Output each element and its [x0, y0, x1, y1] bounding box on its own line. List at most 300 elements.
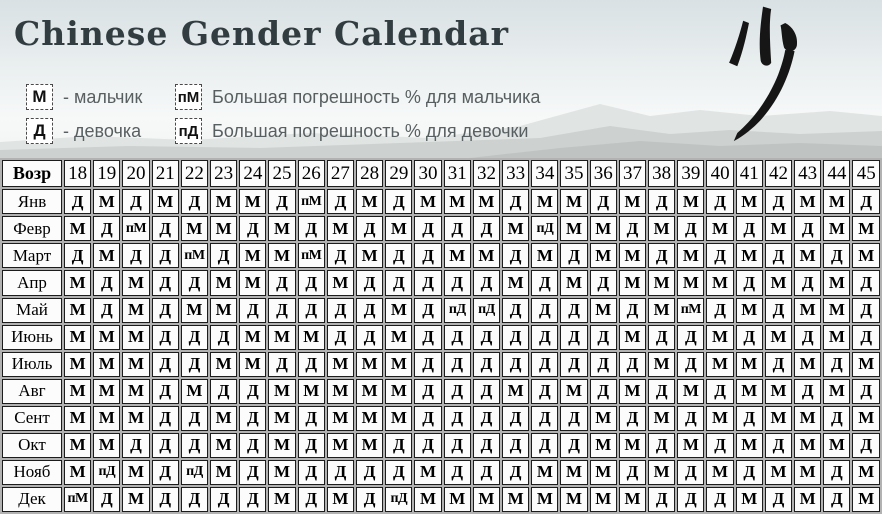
gender-cell: Д: [356, 270, 383, 295]
gender-cell: Д: [239, 216, 266, 241]
gender-cell: М: [590, 460, 617, 485]
gender-cell: Д: [619, 406, 646, 431]
gender-cell: Д: [239, 460, 266, 485]
gender-cell: Д: [473, 352, 500, 377]
age-column-header: 22: [181, 160, 208, 187]
gender-cell: М: [706, 406, 733, 431]
gender-cell: Д: [765, 487, 792, 512]
gender-cell: М: [852, 352, 880, 377]
gender-cell: Д: [444, 460, 471, 485]
age-column-header: 36: [590, 160, 617, 187]
age-column-header: 34: [531, 160, 558, 187]
legend-row-girl: [26, 116, 726, 146]
gender-cell: М: [823, 325, 850, 350]
age-column-header: 21: [152, 160, 179, 187]
gender-cell: М: [852, 243, 880, 268]
gender-cell: Д: [765, 189, 792, 214]
gender-cell: М: [64, 325, 91, 350]
gender-cell: Д: [648, 379, 675, 404]
gender-cell: М: [93, 379, 120, 404]
gender-cell: М: [385, 406, 412, 431]
gender-cell: Д: [93, 216, 120, 241]
gender-cell: Д: [502, 406, 529, 431]
gender-cell: Д: [619, 460, 646, 485]
gender-cell: Д: [706, 487, 733, 512]
gender-cell: Д: [531, 325, 558, 350]
gender-cell: М: [327, 216, 354, 241]
gender-cell: Д: [794, 216, 821, 241]
gender-cell: Д: [852, 298, 880, 323]
gender-cell: Д: [122, 433, 149, 458]
gender-cell: М: [794, 406, 821, 431]
gender-cell: Д: [531, 352, 558, 377]
legend-label-girl: - девочка: [63, 120, 142, 141]
gender-cell: Д: [794, 325, 821, 350]
age-column-header: 29: [385, 160, 412, 187]
gender-cell: М: [765, 379, 792, 404]
gender-cell: Д: [181, 325, 208, 350]
gender-cell: Д: [706, 243, 733, 268]
gender-cell: М: [794, 460, 821, 485]
gender-cell: Д: [560, 406, 587, 431]
gender-cell: М: [765, 270, 792, 295]
gender-cell: Д: [385, 270, 412, 295]
age-column-header: 37: [619, 160, 646, 187]
gender-cell: Д: [181, 406, 208, 431]
gender-cell: М: [502, 487, 529, 512]
legend-symbol-girl: Д: [26, 118, 53, 144]
gender-cell: Д: [531, 406, 558, 431]
gender-cell: Д: [444, 216, 471, 241]
gender-cell: Д: [677, 216, 704, 241]
month-row-header: Сент: [2, 406, 62, 431]
gender-cell: Д: [619, 216, 646, 241]
gender-cell: М: [414, 189, 441, 214]
gender-cell: Д: [736, 460, 763, 485]
month-row-header: Май: [2, 298, 62, 323]
gender-cell: Д: [502, 352, 529, 377]
gender-cell: Д: [765, 433, 792, 458]
gender-cell: Д: [327, 460, 354, 485]
gender-cell: Д: [414, 352, 441, 377]
gender-cell: М: [502, 379, 529, 404]
month-row: [2, 243, 880, 268]
gender-cell: М: [356, 189, 383, 214]
age-column-header: 44: [823, 160, 850, 187]
gender-cell: Д: [590, 270, 617, 295]
age-column-header: 45: [852, 160, 880, 187]
gender-cell: М: [765, 460, 792, 485]
gender-cell: М: [619, 379, 646, 404]
gender-cell: М: [239, 352, 266, 377]
gender-cell: М: [794, 298, 821, 323]
gender-cell: М: [619, 487, 646, 512]
gender-cell: пМ: [677, 298, 704, 323]
gender-cell: М: [93, 189, 120, 214]
gender-cell: Д: [152, 460, 179, 485]
gender-cell: Д: [444, 406, 471, 431]
month-row-header: Июль: [2, 352, 62, 377]
gender-cell: М: [677, 243, 704, 268]
gender-cell: М: [64, 216, 91, 241]
gender-cell: М: [414, 460, 441, 485]
gender-cell: Д: [677, 406, 704, 431]
gender-cell: М: [531, 460, 558, 485]
gender-cell: М: [64, 406, 91, 431]
gender-cell: Д: [473, 460, 500, 485]
gender-cell: Д: [414, 298, 441, 323]
gender-cell: М: [327, 406, 354, 431]
gender-cell: Д: [619, 352, 646, 377]
gender-cell: Д: [268, 298, 295, 323]
calendar-table: [0, 158, 882, 514]
gender-cell: М: [473, 189, 500, 214]
gender-cell: Д: [852, 325, 880, 350]
gender-cell: М: [823, 216, 850, 241]
gender-cell: М: [64, 460, 91, 485]
gender-cell: М: [560, 216, 587, 241]
gender-cell: М: [619, 325, 646, 350]
gender-cell: М: [531, 189, 558, 214]
age-column-header: 33: [502, 160, 529, 187]
gender-cell: Д: [736, 406, 763, 431]
gender-cell: Д: [852, 189, 880, 214]
age-column-header: 31: [444, 160, 471, 187]
gender-cell: Д: [531, 298, 558, 323]
gender-cell: М: [677, 379, 704, 404]
gender-cell: Д: [181, 189, 208, 214]
gender-cell: М: [736, 487, 763, 512]
gender-cell: Д: [356, 216, 383, 241]
gender-cell: М: [648, 270, 675, 295]
month-row: [2, 352, 880, 377]
corner-header-cell: Возр: [2, 160, 62, 187]
gender-cell: Д: [298, 433, 325, 458]
gender-cell: Д: [444, 433, 471, 458]
gender-cell: М: [268, 243, 295, 268]
gender-cell: Д: [648, 433, 675, 458]
gender-cell: Д: [794, 379, 821, 404]
gender-cell: М: [210, 406, 237, 431]
gender-cell: Д: [152, 216, 179, 241]
gender-cell: М: [706, 352, 733, 377]
gender-cell: Д: [473, 406, 500, 431]
gender-cell: Д: [152, 487, 179, 512]
gender-cell: М: [648, 460, 675, 485]
gender-cell: Д: [677, 325, 704, 350]
gender-cell: Д: [268, 352, 295, 377]
gender-cell: Д: [152, 433, 179, 458]
gender-cell: М: [736, 352, 763, 377]
gender-cell: М: [327, 487, 354, 512]
gender-cell: Д: [736, 325, 763, 350]
gender-cell: М: [122, 352, 149, 377]
gender-cell: М: [210, 270, 237, 295]
gender-cell: пД: [531, 216, 558, 241]
legend-label-boy-error: Большая погрешность % для мальчика: [212, 86, 541, 107]
gender-cell: Д: [736, 270, 763, 295]
header-row: [2, 160, 880, 187]
month-row: [2, 460, 880, 485]
gender-cell: М: [93, 243, 120, 268]
gender-cell: М: [736, 189, 763, 214]
age-column-header: 24: [239, 160, 266, 187]
gender-cell: М: [327, 433, 354, 458]
gender-cell: М: [210, 189, 237, 214]
gender-cell: Д: [590, 379, 617, 404]
gender-cell: М: [298, 325, 325, 350]
gender-cell: Д: [327, 243, 354, 268]
gender-cell: М: [473, 487, 500, 512]
gender-cell: Д: [181, 270, 208, 295]
gender-cell: Д: [502, 243, 529, 268]
gender-cell: Д: [823, 406, 850, 431]
gender-cell: Д: [473, 379, 500, 404]
gender-cell: Д: [473, 433, 500, 458]
gender-cell: Д: [765, 352, 792, 377]
legend-label-boy: - мальчик: [63, 86, 143, 107]
month-row-header: Апр: [2, 270, 62, 295]
gender-cell: М: [531, 243, 558, 268]
gender-cell: Д: [385, 189, 412, 214]
gender-cell: Д: [560, 298, 587, 323]
gender-cell: М: [852, 216, 880, 241]
gender-cell: М: [736, 243, 763, 268]
month-row: [2, 379, 880, 404]
gender-cell: пД: [181, 460, 208, 485]
gender-cell: Д: [531, 379, 558, 404]
gender-cell: М: [93, 352, 120, 377]
gender-cell: пД: [385, 487, 412, 512]
gender-cell: Д: [414, 325, 441, 350]
gender-cell: Д: [590, 325, 617, 350]
gender-cell: пД: [444, 298, 471, 323]
age-column-header: 35: [560, 160, 587, 187]
gender-cell: Д: [298, 460, 325, 485]
gender-cell: М: [268, 406, 295, 431]
gender-cell: Д: [736, 216, 763, 241]
gender-cell: М: [736, 433, 763, 458]
gender-cell: М: [531, 487, 558, 512]
gender-cell: М: [590, 243, 617, 268]
gender-cell: М: [356, 379, 383, 404]
gender-cell: Д: [590, 352, 617, 377]
gender-cell: Д: [239, 406, 266, 431]
gender-cell: М: [794, 487, 821, 512]
gender-cell: Д: [414, 433, 441, 458]
gender-cell: Д: [152, 270, 179, 295]
gender-cell: Д: [181, 487, 208, 512]
gender-cell: М: [93, 406, 120, 431]
gender-cell: М: [210, 433, 237, 458]
gender-cell: Д: [298, 352, 325, 377]
gender-cell: Д: [823, 487, 850, 512]
gender-cell: Д: [648, 487, 675, 512]
legend-label-girl-error: Большая погрешность % для девочки: [212, 120, 529, 141]
gender-cell: Д: [414, 216, 441, 241]
gender-cell: М: [64, 379, 91, 404]
gender-cell: Д: [385, 243, 412, 268]
gender-cell: М: [327, 352, 354, 377]
gender-cell: Д: [414, 379, 441, 404]
gender-cell: М: [298, 379, 325, 404]
gender-cell: Д: [444, 270, 471, 295]
gender-cell: Д: [706, 189, 733, 214]
gender-cell: Д: [93, 487, 120, 512]
gender-cell: Д: [531, 270, 558, 295]
gender-cell: М: [444, 243, 471, 268]
gender-cell: М: [64, 352, 91, 377]
gender-cell: М: [64, 433, 91, 458]
gender-cell: М: [648, 406, 675, 431]
gender-cell: Д: [823, 352, 850, 377]
gender-cell: М: [93, 325, 120, 350]
gender-cell: Д: [560, 243, 587, 268]
gender-cell: Д: [152, 406, 179, 431]
gender-cell: Д: [677, 352, 704, 377]
gender-cell: Д: [327, 325, 354, 350]
gender-cell: пМ: [122, 216, 149, 241]
gender-cell: М: [210, 216, 237, 241]
gender-cell: М: [268, 433, 295, 458]
month-row: [2, 487, 880, 512]
gender-cell: М: [852, 460, 880, 485]
gender-cell: Д: [210, 325, 237, 350]
gender-cell: М: [268, 325, 295, 350]
gender-cell: М: [239, 325, 266, 350]
gender-cell: Д: [444, 379, 471, 404]
month-row-header: Окт: [2, 433, 62, 458]
gender-cell: М: [560, 487, 587, 512]
gender-cell: М: [590, 406, 617, 431]
gender-cell: М: [590, 216, 617, 241]
gender-cell: М: [619, 189, 646, 214]
gender-cell: М: [590, 433, 617, 458]
gender-cell: М: [560, 379, 587, 404]
gender-cell: Д: [560, 325, 587, 350]
age-column-header: 40: [706, 160, 733, 187]
gender-cell: М: [210, 460, 237, 485]
gender-cell: М: [444, 189, 471, 214]
gender-cell: М: [327, 379, 354, 404]
gender-cell: Д: [677, 487, 704, 512]
gender-cell: Д: [414, 243, 441, 268]
gender-cell: М: [794, 243, 821, 268]
gender-cell: М: [122, 270, 149, 295]
age-column-header: 39: [677, 160, 704, 187]
gender-cell: М: [560, 460, 587, 485]
gender-cell: М: [385, 379, 412, 404]
age-column-header: 32: [473, 160, 500, 187]
gender-cell: М: [765, 216, 792, 241]
gender-cell: М: [823, 189, 850, 214]
gender-cell: Д: [385, 433, 412, 458]
gender-cell: Д: [356, 487, 383, 512]
gender-cell: Д: [152, 325, 179, 350]
gender-cell: Д: [852, 270, 880, 295]
gender-cell: Д: [298, 298, 325, 323]
gender-cell: М: [356, 433, 383, 458]
gender-cell: Д: [502, 189, 529, 214]
month-row: [2, 189, 880, 214]
age-column-header: 28: [356, 160, 383, 187]
age-column-header: 25: [268, 160, 295, 187]
gender-cell: Д: [444, 325, 471, 350]
gender-cell: М: [560, 270, 587, 295]
gender-cell: М: [736, 298, 763, 323]
gender-cell: Д: [473, 325, 500, 350]
gender-cell: М: [268, 487, 295, 512]
gender-cell: Д: [298, 270, 325, 295]
gender-cell: пМ: [298, 243, 325, 268]
gender-cell: М: [356, 352, 383, 377]
page-title: Chinese Gender Calendar: [14, 14, 509, 53]
age-column-header: 41: [736, 160, 763, 187]
gender-cell: М: [648, 298, 675, 323]
gender-cell: М: [64, 298, 91, 323]
gender-cell: М: [385, 325, 412, 350]
gender-cell: Д: [414, 406, 441, 431]
gender-cell: М: [823, 433, 850, 458]
gender-cell: Д: [794, 270, 821, 295]
gender-cell: М: [414, 487, 441, 512]
gender-cell: Д: [239, 379, 266, 404]
month-row-header: Июнь: [2, 325, 62, 350]
gender-cell: М: [239, 270, 266, 295]
gender-cell: Д: [414, 270, 441, 295]
gender-cell: М: [823, 270, 850, 295]
gender-cell: Д: [473, 216, 500, 241]
gender-cell: М: [852, 487, 880, 512]
gender-cell: Д: [327, 298, 354, 323]
gender-cell: М: [268, 216, 295, 241]
gender-cell: Д: [706, 379, 733, 404]
age-column-header: 19: [93, 160, 120, 187]
gender-cell: М: [64, 270, 91, 295]
month-row-header: Янв: [2, 189, 62, 214]
gender-cell: Д: [122, 243, 149, 268]
gender-cell: пМ: [298, 189, 325, 214]
gender-cell: пМ: [64, 487, 91, 512]
gender-cell: Д: [706, 433, 733, 458]
gender-cell: Д: [648, 189, 675, 214]
gender-cell: М: [706, 460, 733, 485]
month-row-header: Дек: [2, 487, 62, 512]
gender-cell: М: [677, 433, 704, 458]
gender-cell: Д: [648, 243, 675, 268]
gender-cell: Д: [706, 298, 733, 323]
gender-cell: Д: [356, 460, 383, 485]
gender-cell: Д: [560, 352, 587, 377]
gender-cell: Д: [765, 298, 792, 323]
gender-cell: Д: [502, 298, 529, 323]
gender-cell: М: [852, 406, 880, 431]
age-column-header: 18: [64, 160, 91, 187]
gender-cell: Д: [210, 487, 237, 512]
gender-cell: М: [122, 460, 149, 485]
gender-cell: М: [502, 216, 529, 241]
gender-cell: М: [122, 298, 149, 323]
age-column-header: 26: [298, 160, 325, 187]
gender-cell: Д: [298, 406, 325, 431]
gender-cell: М: [210, 298, 237, 323]
gender-cell: М: [677, 189, 704, 214]
gender-cell: М: [385, 298, 412, 323]
gender-cell: Д: [590, 189, 617, 214]
gender-cell: Д: [210, 379, 237, 404]
gender-cell: М: [93, 433, 120, 458]
gender-cell: Д: [619, 298, 646, 323]
